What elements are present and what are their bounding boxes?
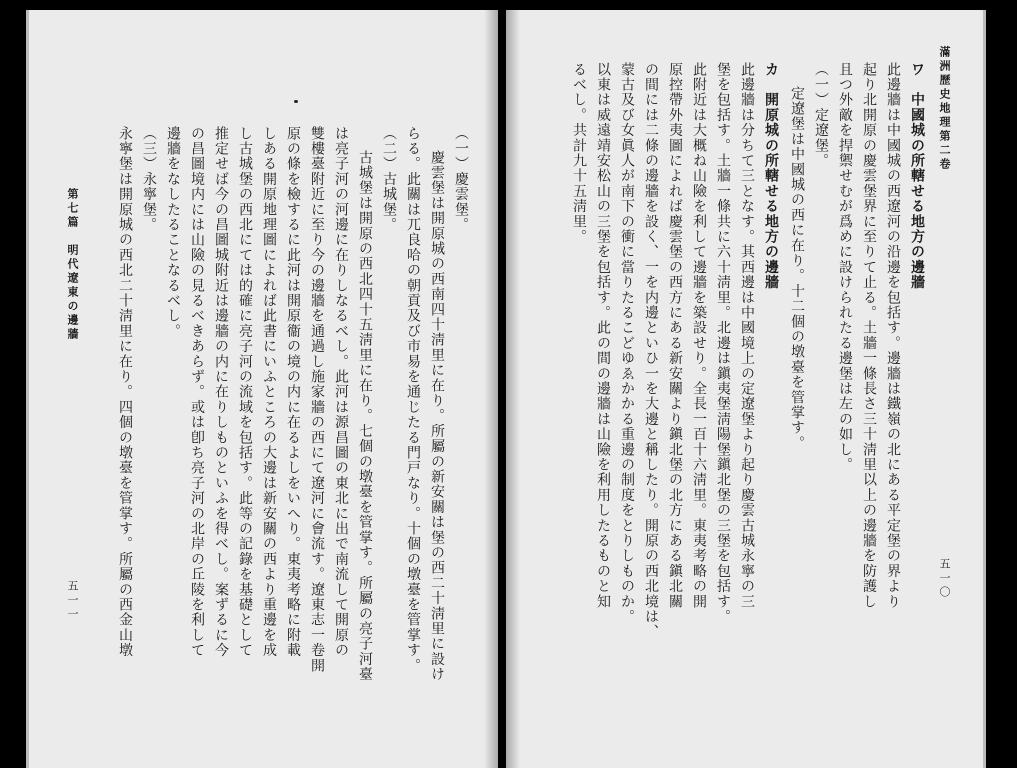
text-column: しある開原地理圖によれば此書にいふところの大邊は新安關の西より重邊を成 (261, 126, 277, 658)
text-column: 蒙古及び女眞人が南下の衝に當りたるこどゆゑかかる重邊の制度をとりしものか。 (619, 62, 635, 625)
text-column: 古城堡は開原の西北四十五淸里に在り。七個の墩臺を管掌す。所屬の亮子河臺 (357, 150, 373, 682)
text-column: 定遼堡は中國城の西に在り。十二個の墩臺を管掌す。 (789, 86, 805, 451)
text-column: 起り北開原の慶雲堡界に至りて止る。土牆一條長さ三十淸里以上の邊牆を防護し (861, 62, 877, 610)
section-heading: ワ 中國城の所轄せる地方の邊牆 (909, 62, 925, 290)
text-column: 邊牆をなしたることなるべし。 (165, 126, 181, 339)
gutter-shadow (484, 10, 498, 768)
chapter-footer: 第七篇 明代遼東の邊牆 (66, 188, 79, 342)
text-column: 永寧堡は開原城の西北二十淸里に在り。四個の墩臺を管掌す。所屬の西金山墩 (117, 126, 133, 658)
text-column: 堡を包括す。土牆一條共に六十淸里。北邊は鎭夷堡淸陽堡鎭北堡の三堡を包括す。 (715, 62, 731, 625)
subsection-heading: （一）慶雲堡。 (453, 126, 469, 233)
text-column: らる。此關は兀良哈の朝貢及び市易を通じたる門戸なり。十個の墩臺を管掌す。 (405, 126, 421, 674)
page-number: 五一〇 (938, 558, 951, 600)
right-book-page (506, 10, 986, 768)
text-column: 慶雲堡は開原城の西南四十淸里に在り。所屬の新安關は堡の西二十淸里に設け (429, 150, 445, 682)
text-column: 原の條を檢するに此河は開原衞の境の内に在るよしをいへり。東夷考略に附載 (285, 126, 301, 658)
subsection-heading: （三）永寧堡。 (141, 126, 157, 233)
left-book-page (26, 10, 498, 768)
text-column: 以東は威遠靖安松山の三堡を包括す。此の間の邊牆は山險を利用したるものと知 (595, 62, 611, 610)
subsection-heading: （一）定遼堡。 (813, 62, 829, 169)
running-head: 滿洲歷史地理第二卷 (938, 46, 951, 172)
text-column: 此邊牆は中國城の西遼河の沿邊を包括す。邊牆は鐵嶺の北にある平定堡の界より (885, 62, 901, 610)
text-column: るべし。共計九十五淸里。 (571, 62, 587, 245)
text-column: 且つ外敵を捍禦せむが爲めに設けられたる邊堡は左の如し。 (837, 62, 853, 473)
text-column: 原控帶外夷圖によれば慶雲堡の西方にある新安關より鎭北堡の北方にある鎭北關 (667, 62, 683, 610)
text-column: 此附近は大概ね山險を利して邊牆を築設せり。全長一百十六淸里。東夷考略の開 (691, 62, 707, 610)
page-edge (983, 10, 986, 768)
text-column: は亮子河の河邊に在りしなるべし。此河は源昌圖の東北に出で南流して開原の (333, 126, 349, 658)
subsection-heading: （二）古城堡。 (381, 126, 397, 233)
page-number: 五一一 (66, 580, 79, 622)
text-column: し古城堡の西北にては的確に亮子河の流域を包括す。此等の記錄を基礎として (237, 126, 253, 658)
text-column: の昌圖境内には山險の見るべきあらず。或は卽ち亮子河の北岸の丘陵を利して (189, 126, 205, 658)
page-edge (26, 10, 29, 768)
text-column: 推定せば今の昌圖城附近は邊牆の内に在りしものといふを得べし。案ずるに今 (213, 126, 229, 658)
text-column: の間には二條の邊牆を設く、一を内邊といひ一を大邊と稱したり。開原の西北境は、 (643, 62, 659, 640)
gutter-shadow (506, 10, 520, 768)
text-column: 雙樓臺附近に至り今の邊牆を通過し施家牆の西にて遼河に會流す。遼東志一卷開 (309, 126, 325, 674)
ink-speck (294, 100, 298, 103)
section-heading: カ 開原城の所轄せる地方の邊牆 (763, 62, 779, 290)
text-column: 此邊牆は分ちて三となす。其西邊は中國境上の定遼堡より起り慶雲古城永寧の三 (739, 62, 755, 610)
